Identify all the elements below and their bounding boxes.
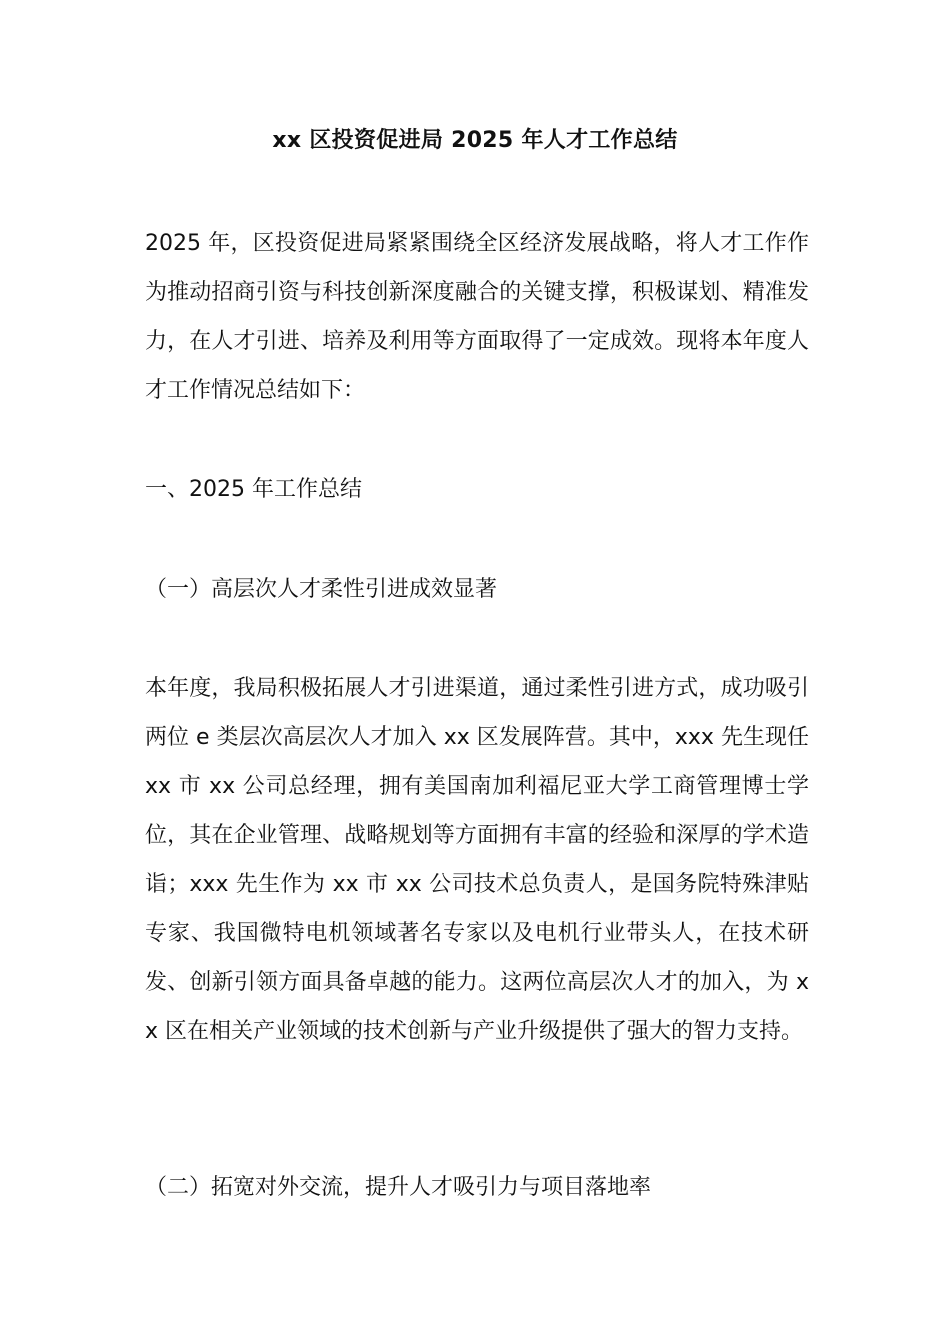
intro-paragraph: 2025 年，区投资促进局紧紧围绕全区经济发展战略，将人才工作作为推动招商引资与科技创新深度融合的关键支撑，积极谋划、精准发力，在人才引进、培养及利用等方面取得了一定成效。现将本年度人才工作情况总结如下： bbox=[145, 231, 809, 403]
section-heading-1: 一、2025 年工作总结 bbox=[145, 477, 362, 502]
subsection-heading-1: （一）高层次人才柔性引进成效显著 bbox=[145, 577, 498, 602]
subsection-1-paragraph: 本年度，我局积极拓展人才引进渠道，通过柔性引进方式，成功吸引两位 e 类层次高层次人才加入 xx 区发展阵营。其中，xxx 先生现任 xx 市 xx 公司总经理，拥有美国南加利福尼亚大学工商管理博士学位，其在企业管理、战略规划等方面拥有丰富的经验和深厚的学术造诣；xxx 先生作为 xx 市 xx 公司技术总负责人，是国务院特殊津贴专家、我国微特电机领域著名专家以及电机行业带头人，在技术研发、创新引领方面具备卓越的能力。这两位高层次人才的加入，为 xx 区在相关产业领域的技术创新与产业升级提供了强大的智力支持。 bbox=[145, 676, 809, 1044]
subsection-heading-2: （二）拓宽对外交流，提升人才吸引力与项目落地率 bbox=[145, 1175, 652, 1200]
document-title: xx 区投资促进局 2025 年人才工作总结 bbox=[272, 128, 678, 153]
